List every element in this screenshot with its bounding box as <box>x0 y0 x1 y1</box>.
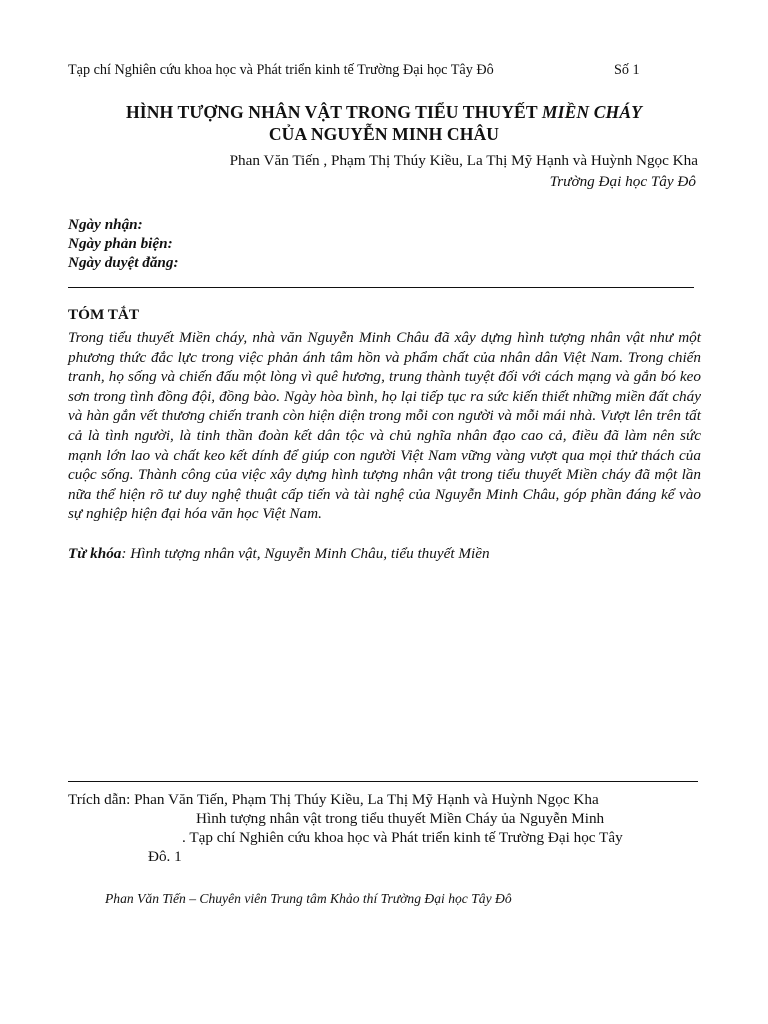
abstract-body: Trong tiểu thuyết Miền cháy, nhà văn Nguyễn Minh Châu đã xây dựng hình tượng nhân vật như một phương thức đắc lực trong việc phản ánh tâm hồn và phẩm chất của nhân dân Việt Nam. Trong chiến tranh, họ sống và chiến đấu một lòng vì quê hương, trung thành tuyệt đối với cách mạng và gắn bó keo sơn trong tình đồng đội, đồng bào. Ngày hòa bình, họ lại tiếp tục ra sức kiến thiết những miền đất cháy và hàn gắn vết thương chiến tranh còn hiện diện trong mỗi con người và mỗi mái nhà. Vượt lên trên tất cả là tình người, là tinh thần đoàn kết dân tộc và chủ nghĩa nhân đạo cao cả, điều đã làm nên sức mạnh lớn lao và chất keo kết dính để giúp con người Việt Nam vững vàng vượt qua mọi thử thách của cuộc sống. Thành công của việc xây dựng hình tượng nhân vật trong tiểu thuyết Miền cháy đã một lần nữa thể hiện rõ tư duy nghệ thuật cấp tiến và tài nghệ của Nguyễn Minh Châu, góp phần đáng kể vào sự nghiệp hiện đại hóa văn học Việt Nam. <box>68 329 701 523</box>
paper-title-line-2: CỦA NGUYỄN MINH CHÂU <box>268 124 500 144</box>
citation-line-1: Trích dẫn: Phan Văn Tiến, Phạm Thị Thúy Kiều, La Thị Mỹ Hạnh và Huỳnh Ngọc Kha <box>68 791 599 808</box>
citation-line-2: Hình tượng nhân vật trong tiểu thuyết Miền Cháy ủa Nguyễn Minh <box>196 810 605 827</box>
date-accepted: Ngày duyệt đăng: <box>68 254 179 271</box>
keywords-text: : Hình tượng nhân vật, Nguyễn Minh Châu, tiểu thuyết Miền <box>121 545 490 562</box>
title-novel-name: MIỀN CHÁY <box>541 102 643 122</box>
abstract-heading: TÓM TẮT <box>68 306 140 323</box>
authors: Phan Văn Tiến , Phạm Thị Thúy Kiều, La Thị Mỹ Hạnh và Huỳnh Ngọc Kha <box>229 152 698 169</box>
divider-top <box>68 287 694 288</box>
keywords <box>68 545 490 563</box>
title-prefix: HÌNH TƯỢNG NHÂN VẬT TRONG TIỂU THUYẾT <box>125 102 542 122</box>
date-received: Ngày nhận: <box>68 216 143 233</box>
keywords-label: Từ khóa <box>68 545 122 562</box>
citation-line-3: . Tạp chí Nghiên cứu khoa học và Phát triển kinh tế Trường Đại học Tây <box>182 829 623 846</box>
affiliation: Trường Đại học Tây Đô <box>549 173 696 190</box>
citation-line-4: Đô. 1 <box>148 848 182 865</box>
issue-number: Số 1 <box>614 62 640 78</box>
author-footnote: Phan Văn Tiến – Chuyên viên Trung tâm Khảo thí Trường Đại học Tây Đô <box>105 891 512 906</box>
paper-title-line-1 <box>0 102 768 123</box>
date-reviewed: Ngày phản biện: <box>68 235 173 252</box>
divider-bottom <box>68 781 698 782</box>
journal-header: Tạp chí Nghiên cứu khoa học và Phát triển kinh tế Trường Đại học Tây Đô <box>68 62 494 78</box>
